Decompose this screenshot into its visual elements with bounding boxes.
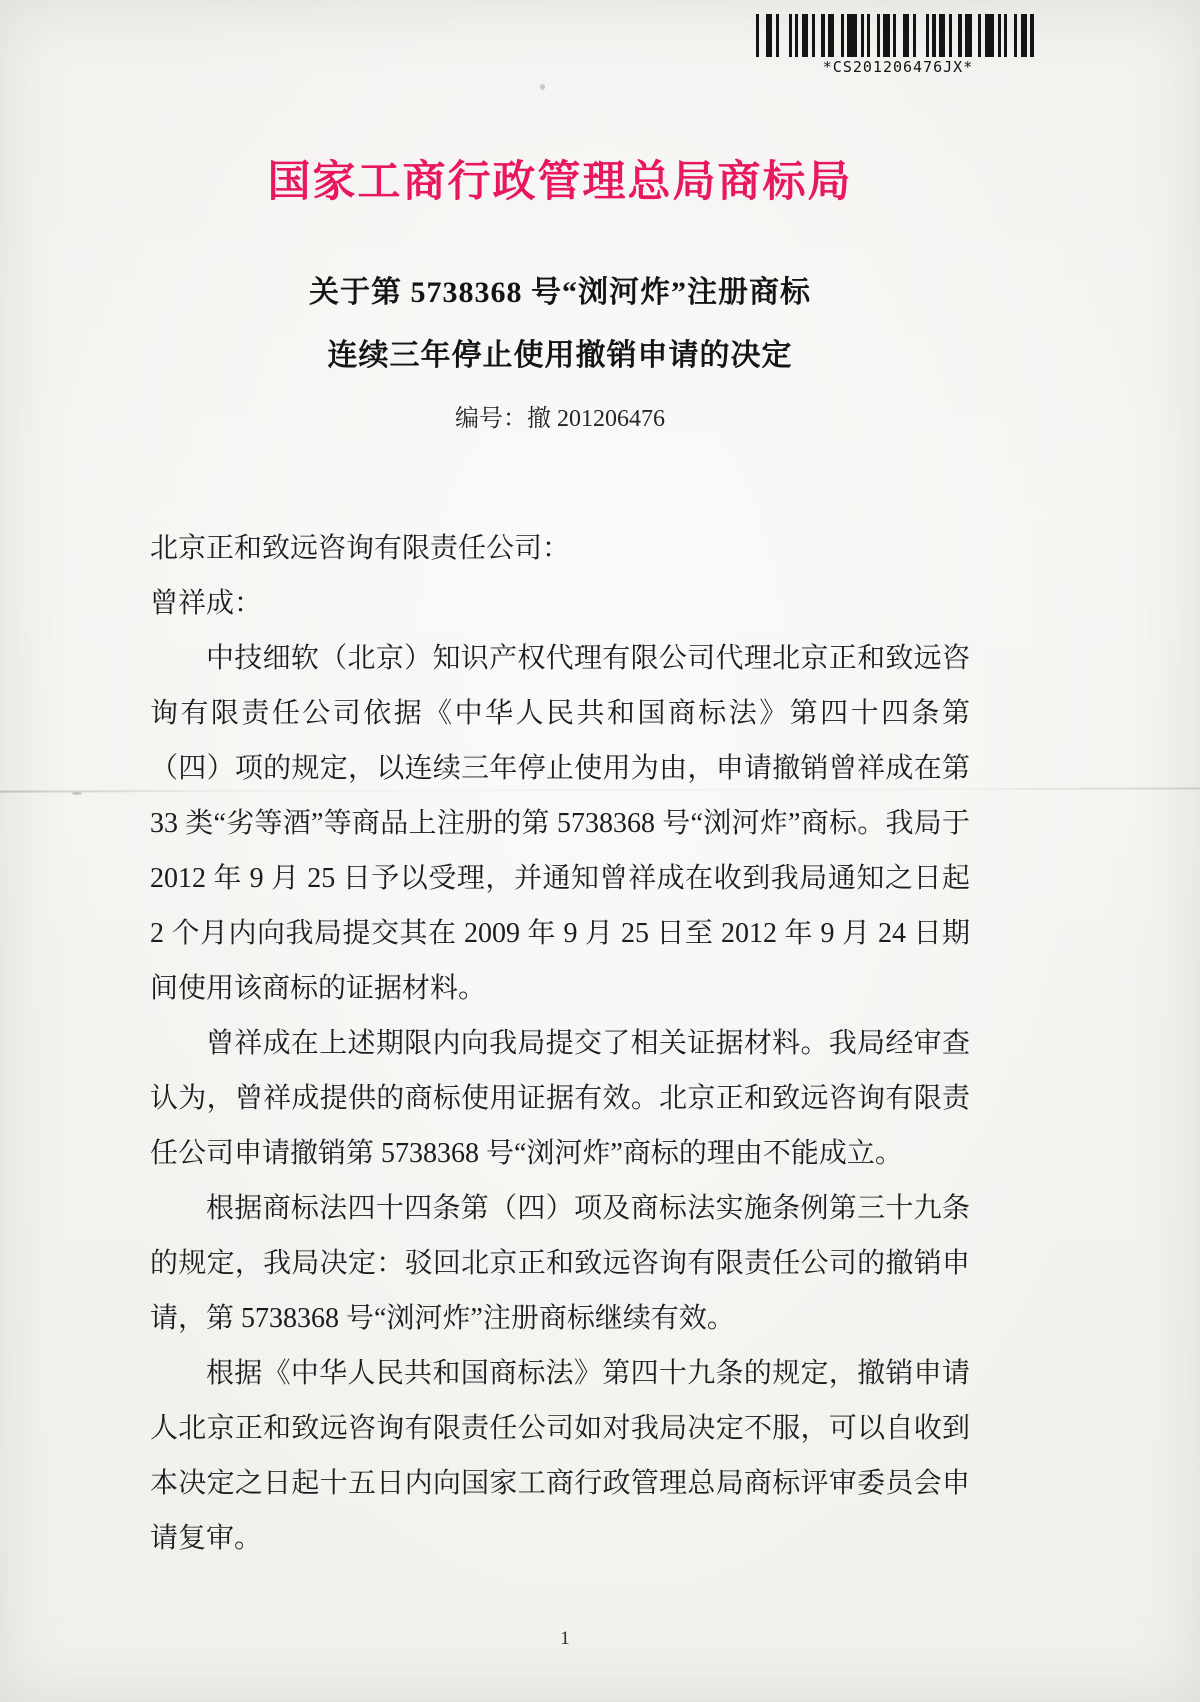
subject-title-line2: 连续三年停止使用撤销申请的决定 xyxy=(327,339,793,372)
paragraph-1: 中技细软（北京）知识产权代理有限公司代理北京正和致远咨询有限责任公司依据《中华人民共和国商标法》第四十四条第（四）项的规定，以连续三年停止使用为由，申请撤销曾祥成在第 33 类“劣等酒”等商品上注册的第 5738368 号“浏河炸”商标。我局于 2012 年 9 月 25 日予以受理，并通知曾祥成在收到我局通知之日起 2 个月内向我局提交其在 2009 年 9 月 25 日至 2012 年 9 月 24 日期间使用该商标的证据材料。 xyxy=(150,643,970,1004)
recipient-company: 北京正和致远咨询有限责任公司： xyxy=(150,533,571,564)
letter-body xyxy=(150,521,970,1566)
subject-title-line1: 关于第 5738368 号“浏河炸”注册商标 xyxy=(309,276,811,309)
recipient-person: 曾祥成： xyxy=(150,588,263,619)
document-number: 编号：撤 201206476 xyxy=(455,406,665,432)
agency-title: 国家工商行政管理总局商标局 xyxy=(267,159,853,206)
barcode-text: *CS201206476JX* xyxy=(822,58,974,76)
page-number: 1 xyxy=(560,1628,570,1649)
scan-speck xyxy=(72,792,82,795)
paragraph-4: 根据《中华人民共和国商标法》第四十九条的规定，撤销申请人北京正和致远咨询有限责任公司如对我局决定不服，可以自收到本决定之日起十五日内向国家工商行政管理总局商标评审委员会申请复审。 xyxy=(150,1358,970,1554)
paragraph-3: 根据商标法四十四条第（四）项及商标法实施条例第三十九条的规定，我局决定：驳回北京正和致远咨询有限责任公司的撤销申请，第 5738368 号“浏河炸”注册商标继续有效。 xyxy=(150,1193,970,1334)
document-body-column xyxy=(150,0,970,1566)
paragraph-2: 曾祥成在上述期限内向我局提交了相关证据材料。我局经审查认为，曾祥成提供的商标使用证据有效。北京正和致远咨询有限责任公司申请撤销第 5738368 号“浏河炸”商标的理由不能成立。 xyxy=(150,1028,970,1169)
